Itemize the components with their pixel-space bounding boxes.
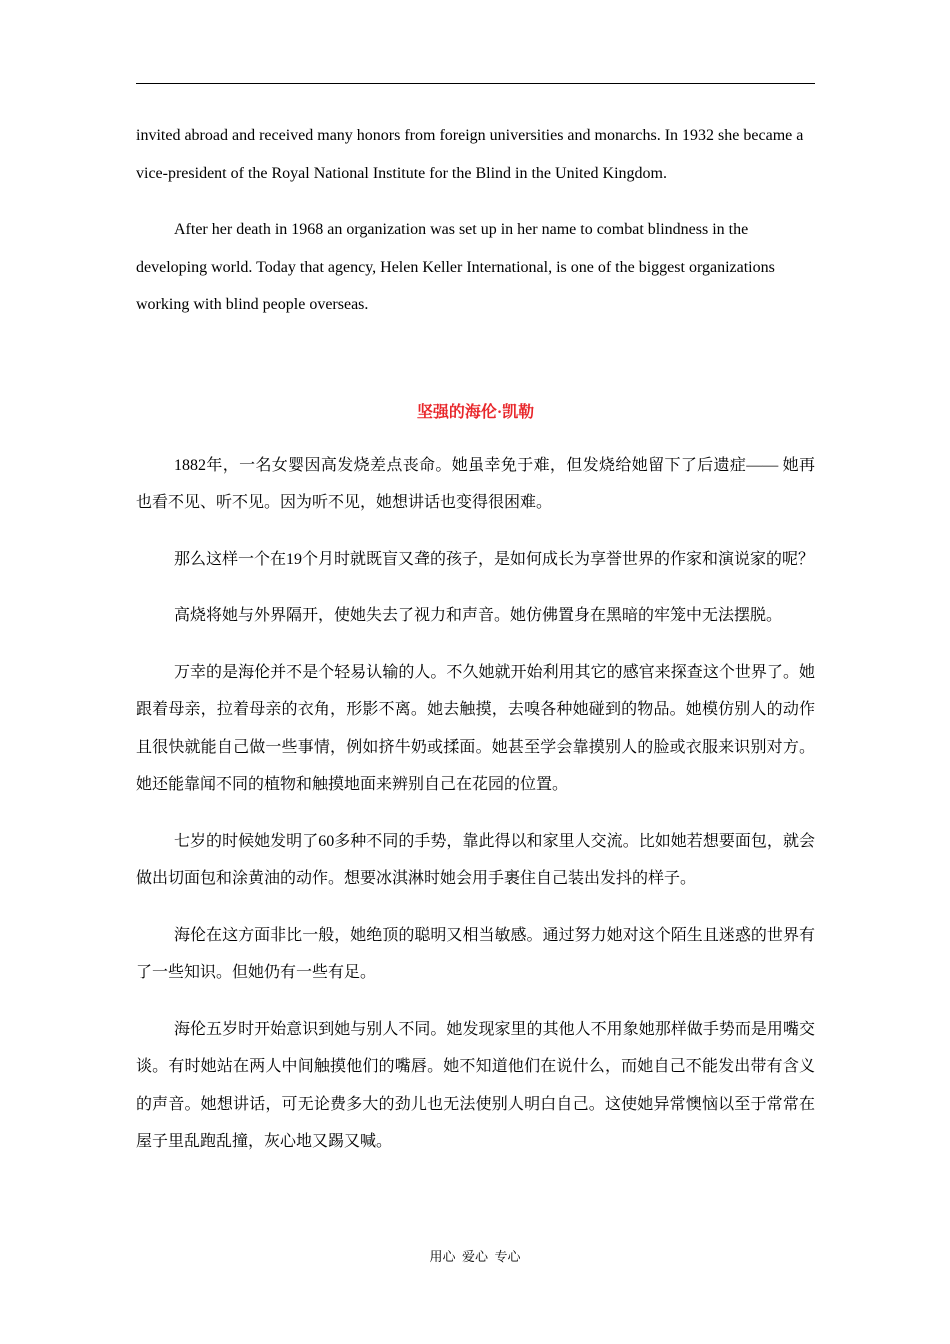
english-paragraph: invited abroad and received many honors from foreign universities and monarchs. In 1932 she became a vice-president of the Royal National Institute for the Blind in the United Kingdom. [136, 127, 804, 182]
chinese-paragraph: 海伦在这方面非比一般，她绝顶的聪明又相当敏感。通过努力她对这个陌生且迷惑的世界有了一些知识。但她仍有一些有足。 [136, 926, 815, 981]
english-paragraph: After her death in 1968 an organization was set up in her name to combat blindness in the developing world. Today that agency, Helen Keller International, is one of the biggest organizations working with blind people overseas. [136, 221, 775, 313]
header-rule [136, 83, 815, 84]
page-footer: 用心 爱心 专心 [429, 1249, 521, 1264]
page-content [136, 117, 815, 1161]
chinese-title: 坚强的海伦·凯勒 [416, 403, 535, 421]
chinese-paragraph: 那么这样一个在19个月时就既盲又聋的孩子，是如何成长为享誉世界的作家和演说家的呢？ [174, 550, 815, 568]
chinese-paragraph: 万幸的是海伦并不是个轻易认输的人。不久她就开始利用其它的感官来探查这个世界了。她跟着母亲，拉着母亲的衣角，形影不离。她去触摸，去嗅各种她碰到的物品。她模仿别人的动作且很快就能自己做一些事情，例如挤牛奶或揉面。她甚至学会靠摸别人的脸或衣服来识别对方。她还能靠闻不同的植物和触摸地面来辨别自己在花园的位置。 [136, 663, 815, 793]
chinese-paragraph: 七岁的时候她发明了60多种不同的手势，靠此得以和家里人交流。比如她若想要面包，就会做出切面包和涂黄油的动作。想要冰淇淋时她会用手裹住自己装出发抖的样子。 [136, 832, 815, 887]
chinese-paragraph: 1882年，一名女婴因高发烧差点丧命。她虽幸免于难，但发烧给她留下了后遗症—— 她再也看不见、听不见。因为听不见，她想讲话也变得很困难。 [136, 456, 815, 511]
chinese-paragraph: 高烧将她与外界隔开，使她失去了视力和声音。她仿佛置身在黑暗的牢笼中无法摆脱。 [174, 607, 783, 624]
chinese-paragraph: 海伦五岁时开始意识到她与别人不同。她发现家里的其他人不用象她那样做手势而是用嘴交谈。有时她站在两人中间触摸他们的嘴唇。她不知道他们在说什么，而她自己不能发出带有含义的声音。她想讲话，可无论费多大的劲儿也无法使别人明白自己。这使她异常懊恼以至于常常在屋子里乱跑乱撞，灰心地又踢又喊。 [136, 1020, 815, 1150]
